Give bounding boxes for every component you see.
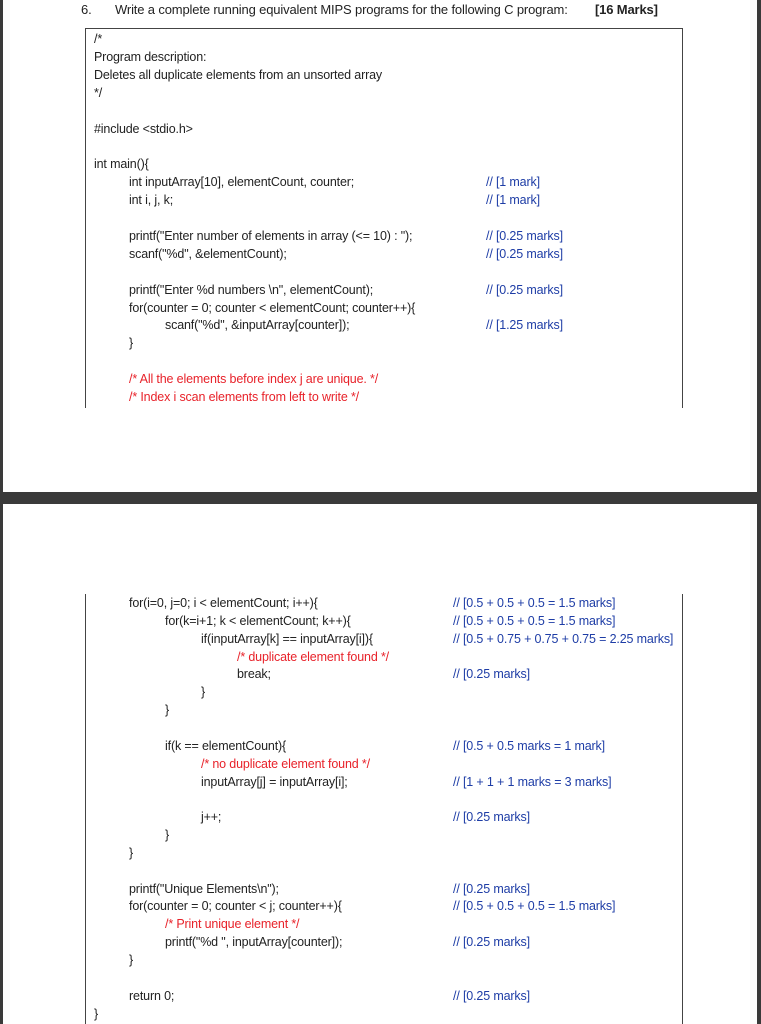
code-line: /* — [94, 32, 103, 46]
marks-annotation: // [0.25 marks] — [486, 246, 563, 261]
code-comment: /* Index i scan elements from left to write */ — [129, 390, 360, 404]
marks-annotation: // [0.25 marks] — [453, 935, 530, 950]
code-box-left-border-cont — [85, 594, 86, 1024]
code-comment: /* duplicate element found */ — [237, 649, 390, 664]
code-line: for(i=0, j=0; i < elementCount; i++){ — [129, 596, 318, 610]
code-line: Deletes all duplicate elements from an unsorted array — [94, 67, 383, 82]
code-line: printf("%d ", inputArray[counter]); — [165, 935, 343, 950]
code-line: j++; — [201, 810, 222, 825]
code-line: #include <stdio.h> — [94, 121, 193, 136]
code-line: } — [165, 703, 170, 718]
marks-annotation: // [0.5 + 0.5 marks = 1 mark] — [453, 738, 605, 753]
code-comment: /* no duplicate element found */ — [201, 756, 370, 771]
code-line: } — [201, 685, 206, 700]
code-box-right-border-cont — [682, 594, 683, 1024]
code-line: scanf("%d", &elementCount); — [129, 246, 287, 261]
code-line: Program description: — [94, 49, 207, 64]
marks-annotation: // [0.25 marks] — [453, 810, 530, 825]
code-line: } — [94, 1006, 99, 1021]
code-line: */ — [94, 85, 103, 100]
marks-annotation: // [0.25 marks] — [486, 228, 563, 243]
code-line: return 0; — [129, 988, 175, 1003]
code-comment: /* Print unique element */ — [165, 917, 300, 932]
code-line: } — [129, 336, 134, 351]
marks-annotation: // [0.25 marks] — [486, 282, 563, 297]
code-line: for(k=i+1; k < elementCount; k++){ — [165, 613, 351, 628]
marks-annotation: // [0.25 marks] — [453, 881, 530, 896]
code-box-top-border — [85, 28, 683, 29]
code-line: printf("Enter %d numbers \n", elementCount); — [129, 282, 374, 297]
marks-annotation: // [0.5 + 0.5 + 0.5 = 1.5 marks] — [453, 613, 616, 628]
marks-annotation: // [0.5 + 0.5 + 0.5 = 1.5 marks] — [453, 899, 616, 914]
marks-annotation: // [1 mark] — [486, 175, 540, 190]
document-page-1 — [3, 0, 757, 492]
code-line: int i, j, k; — [129, 193, 174, 208]
code-line: printf("Enter number of elements in array (<= 10) : "); — [129, 228, 413, 243]
code-line: } — [129, 953, 134, 967]
marks-annotation: // [1.25 marks] — [486, 318, 563, 333]
code-line: if(inputArray[k] == inputArray[i]){ — [201, 631, 373, 646]
code-line: if(k == elementCount){ — [165, 738, 287, 753]
code-line: break; — [237, 667, 271, 682]
marks-annotation: // [0.5 + 0.75 + 0.75 + 0.75 = 2.25 marks] — [453, 631, 674, 646]
code-line: for(counter = 0; counter < elementCount; counter++){ — [129, 300, 416, 315]
marks-annotation: // [0.25 marks] — [453, 988, 530, 1003]
code-line: for(counter = 0; counter < j; counter++){ — [129, 899, 342, 914]
question-text: Write a complete running equivalent MIPS programs for the following C program: — [115, 2, 568, 17]
question-marks: [16 Marks] — [595, 2, 658, 17]
code-line: } — [129, 845, 134, 860]
code-line: scanf("%d", &inputArray[counter]); — [165, 318, 350, 333]
code-line: printf("Unique Elements\n"); — [129, 881, 279, 896]
code-box-right-border — [682, 28, 683, 408]
code-line: inputArray[j] = inputArray[i]; — [201, 774, 348, 789]
code-comment: /* All the elements before index j are unique. */ — [129, 372, 379, 387]
marks-annotation: // [0.25 marks] — [453, 667, 530, 682]
code-line: } — [165, 828, 170, 843]
marks-annotation: // [1 mark] — [486, 193, 540, 208]
document-page-2 — [3, 504, 757, 1024]
question-number: 6. — [81, 2, 92, 17]
code-box-left-border — [85, 28, 86, 408]
marks-annotation: // [1 + 1 + 1 marks = 3 marks] — [453, 774, 612, 789]
code-line: int main(){ — [94, 157, 149, 172]
marks-annotation: // [0.5 + 0.5 + 0.5 = 1.5 marks] — [453, 596, 616, 610]
code-line: int inputArray[10], elementCount, counter; — [129, 175, 355, 190]
